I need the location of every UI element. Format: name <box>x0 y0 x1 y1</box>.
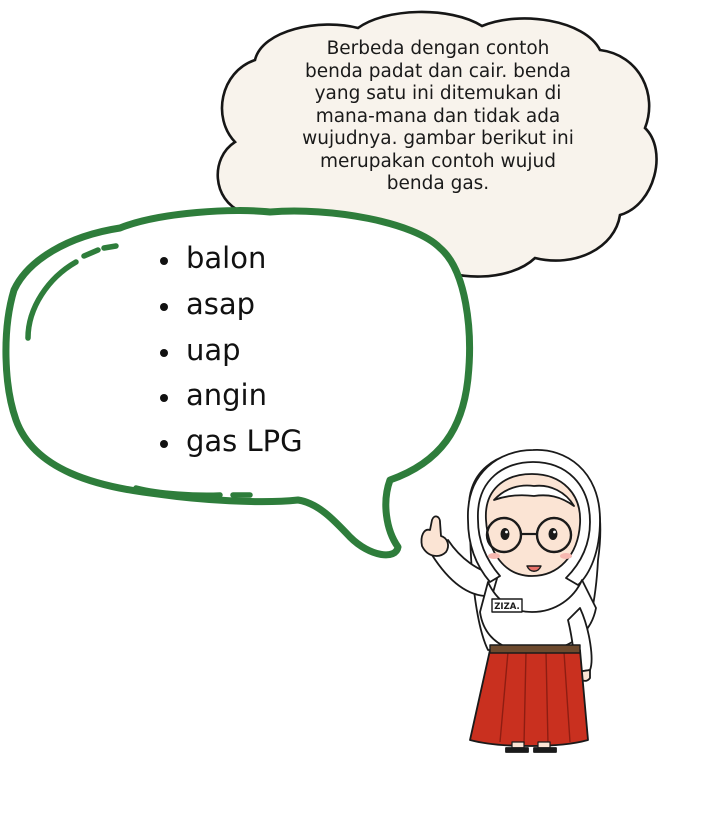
cloud-text-line: mana-mana dan tidak ada <box>315 105 561 127</box>
name-tag-label: ZIZA. <box>494 602 520 612</box>
list-item: • asap <box>182 282 303 328</box>
list-item: • balon <box>182 236 303 282</box>
cloud-text-line: merupakan contoh wujud <box>319 150 556 172</box>
list-item: • angin <box>182 373 303 419</box>
cloud-text-line: wujudnya. gambar berikut ini <box>302 128 574 149</box>
cloud-bubble-text <box>278 38 598 196</box>
character-girl <box>421 450 600 752</box>
gas-examples-list <box>150 236 303 465</box>
cloud-text-line: benda padat dan cair. benda <box>304 60 572 82</box>
list-item: • gas LPG <box>182 419 303 465</box>
cloud-text-line: benda gas. <box>386 173 490 194</box>
cloud-text-line: Berbeda dengan contoh <box>326 38 550 59</box>
cloud-text-line: yang satu ini ditemukan di <box>314 83 562 104</box>
list-item: • uap <box>182 328 303 374</box>
